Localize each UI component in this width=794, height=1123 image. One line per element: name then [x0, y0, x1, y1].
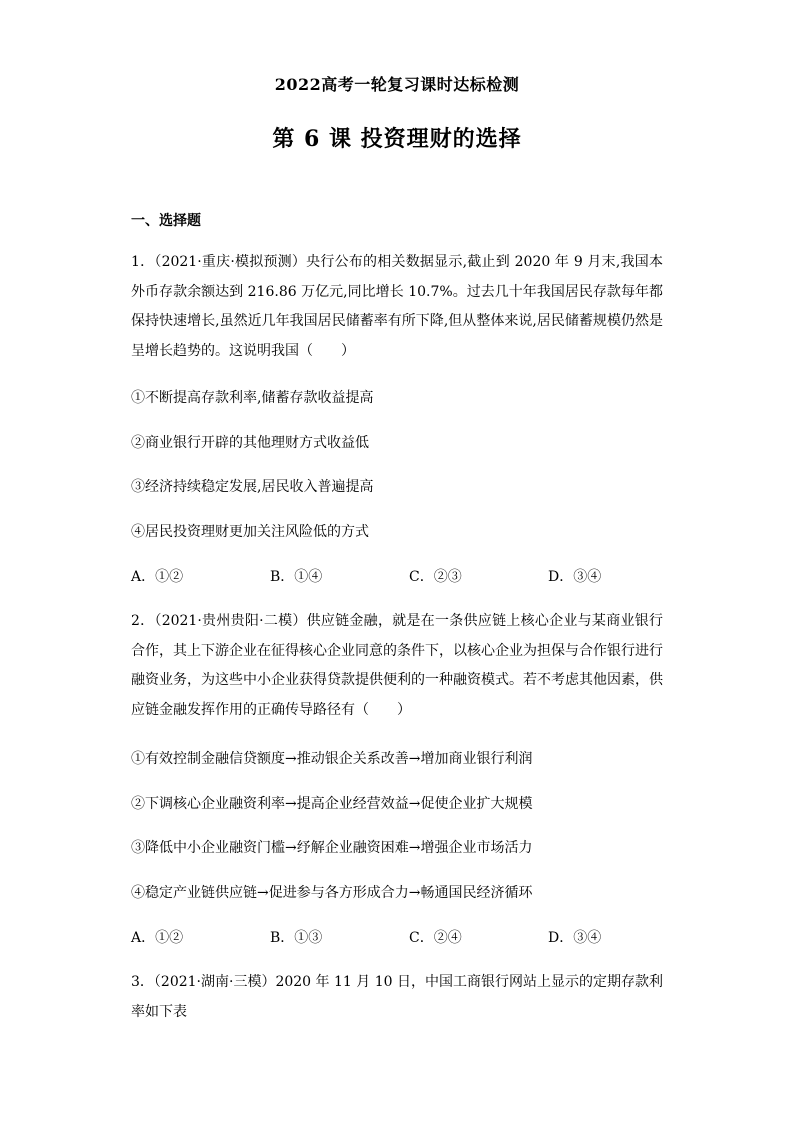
- question-1-option-1: ①不断提高存款利率,储蓄存款收益提高: [131, 390, 374, 406]
- question-2-choice-a: A．①②: [131, 930, 184, 946]
- question-2-stem: 2．（2021·贵州贵阳·二模）供应链金融，就是在一条供应链上核心企业与某商业银行合作，其上下游企业在征得核心企业同意的条件下，以核心企业为担保与合作银行进行融资业务，为这些中小企业获得贷款提供便利的一种融资模式。若不考虑其他因素，供应链金融发挥作用的正确传导路径有（ ）: [131, 613, 663, 718]
- question-1-option-3: ③经济持续稳定发展,居民收入普遍提高: [131, 479, 374, 495]
- section-heading: 一、选择题: [131, 213, 201, 229]
- lesson-title: 第 6 课 投资理财的选择: [272, 126, 522, 152]
- question-2-choice-d: D．③④: [548, 930, 602, 946]
- question-1-choice-a: A．①②: [131, 569, 184, 585]
- question-1-choice-c: C．②③: [409, 569, 462, 585]
- question-2-option-1: ①有效控制金融信贷额度→推动银企关系改善→增加商业银行利润: [131, 751, 533, 767]
- question-1-stem: 1．（2021·重庆·模拟预测）央行公布的相关数据显示,截止到 2020 年 9 月末,我国本外币存款余额达到 216.86 万亿元,同比增长 10.7%。过去几十年我国居民存款每年都保持快速增长,虽然近几年我国居民储蓄率有所下降,但从整体来说,居民储蓄规模仍然是呈增长趋势的。这说明我国（ ）: [131, 254, 663, 359]
- question-3-stem: 3．（2021·湖南·三模）2020 年 11 月 10 日，中国工商银行网站上显示的定期存款利率如下表: [131, 974, 663, 1020]
- question-2-choice-b: B．①③: [270, 930, 323, 946]
- question-1-choices: [131, 566, 671, 586]
- question-2-choice-c: C．②④: [409, 930, 462, 946]
- document-header-title: 2022高考一轮复习课时达标检测: [274, 75, 520, 94]
- question-1-option-2: ②商业银行开辟的其他理财方式收益低: [131, 435, 369, 451]
- question-1-choice-b: B．①④: [270, 569, 323, 585]
- question-2-choices: [131, 927, 671, 947]
- question-2-option-2: ②下调核心企业融资利率→提高企业经营效益→促使企业扩大规模: [131, 796, 533, 812]
- question-1-choice-d: D．③④: [548, 569, 602, 585]
- question-1-option-4: ④居民投资理财更加关注风险低的方式: [131, 524, 369, 540]
- question-2-option-3: ③降低中小企业融资门槛→纾解企业融资困难→增强企业市场活力: [131, 840, 533, 856]
- question-2-option-4: ④稳定产业链供应链→促进参与各方形成合力→畅通国民经济循环: [131, 885, 533, 901]
